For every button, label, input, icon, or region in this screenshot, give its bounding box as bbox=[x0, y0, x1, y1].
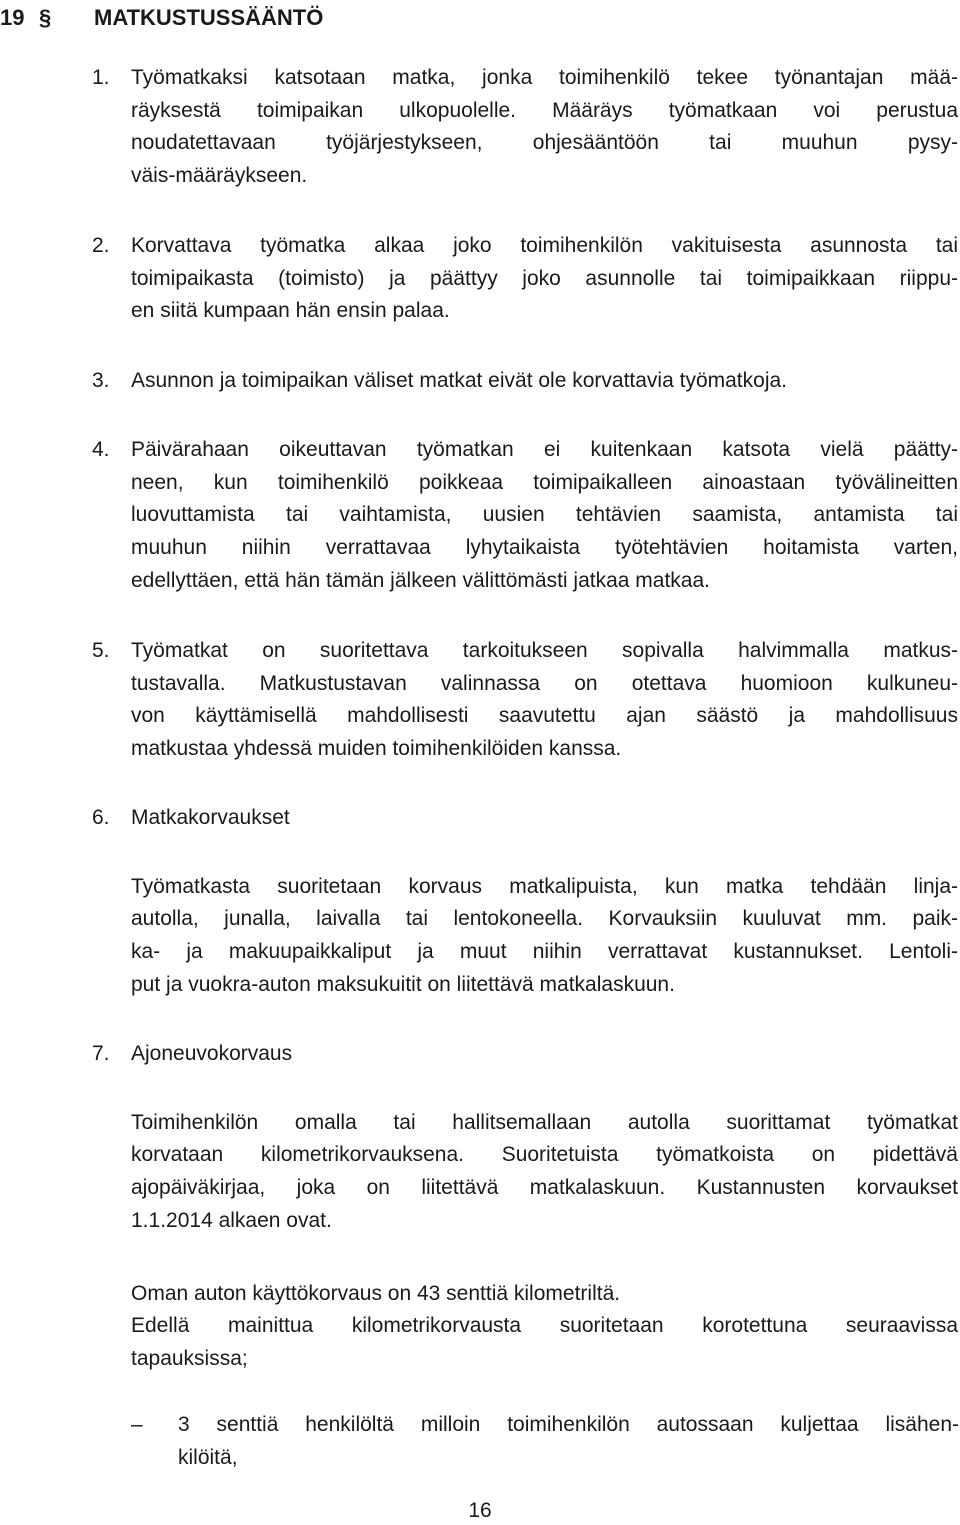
item-7 bbox=[92, 1038, 958, 1376]
text-line: put ja vuokra-auton maksukuitit on liitettävä matkalaskuun. bbox=[131, 972, 675, 996]
text-line: autolla, junalla, laivalla tai lentokoneella. Korvauksiin kuuluvat mm. paik- bbox=[131, 907, 958, 931]
text-line: ajopäiväkirjaa, joka on liitettävä matkalaskuun. Kustannusten korvaukset bbox=[131, 1176, 958, 1200]
text-line: Toimihenkilön omalla tai hallitsemallaan autolla suorittamat työmatkat bbox=[131, 1110, 958, 1134]
text-line: Oman auton käyttökorvaus on 43 senttiä kilometriltä. bbox=[131, 1281, 621, 1305]
item-title bbox=[131, 1038, 958, 1071]
dash-bullet: – bbox=[131, 1413, 143, 1436]
text-line: räyksestä toimipaikan ulkopuolelle. Määräys työmatkaan voi perustua bbox=[131, 98, 958, 122]
section-title: MATKUSTUSSÄÄNTÖ bbox=[94, 5, 324, 30]
text-line: Asunnon ja toimipaikan väliset matkat eivät ole korvattavia työmatkoja. bbox=[131, 369, 787, 392]
item-title bbox=[131, 802, 958, 835]
text-line: tapauksissa; bbox=[131, 1346, 248, 1370]
text-line: kilöitä, bbox=[178, 1445, 238, 1469]
text-line: 3 senttiä henkilöltä milloin toimihenkilön autossaan kuljettaa lisähen- bbox=[178, 1413, 959, 1436]
text-line: väis-määräykseen. bbox=[131, 164, 308, 188]
text-line: noudatettavaan työjärjestykseen, ohjesääntöön tai muuhun pysy- bbox=[131, 131, 958, 155]
subsection-title: Ajoneuvokorvaus bbox=[131, 1042, 293, 1065]
text-line: toimipaikasta (toimisto) ja päättyy joko asunnolle tai toimipaikkaan riippu- bbox=[131, 266, 958, 290]
item-5 bbox=[92, 635, 958, 766]
text-line: edellyttäen, että hän tämän jälkeen välittömästi jatkaa matkaa. bbox=[131, 568, 710, 592]
text-line: Työmatkaksi katsotaan matka, jonka toimihenkilö tekee työnantajan mää- bbox=[131, 66, 958, 89]
text-line: korvataan kilometrikorvauksena. Suoritetuista työmatkoista on pidettävä bbox=[131, 1143, 958, 1167]
text-line: Työmatkasta suoritetaan korvaus matkalipuista, kun matka tehdään linja- bbox=[131, 874, 958, 898]
item-paragraph bbox=[131, 1107, 958, 1238]
bullet-item bbox=[131, 1409, 959, 1474]
section-number: 19 bbox=[0, 5, 25, 30]
item-number: 3. bbox=[92, 369, 110, 392]
text-line: 1.1.2014 alkaen ovat. bbox=[131, 1208, 332, 1232]
text-line: ka- ja makuupaikkaliput ja muut niihin verrattavat kustannukset. Lentoli- bbox=[131, 940, 958, 964]
text-line: neen, kun toimihenkilö poikkeaa toimipaikalleen ainoastaan työvälineitten bbox=[131, 470, 958, 494]
item-4 bbox=[92, 434, 958, 598]
text-line: en siitä kumpaan hän ensin palaa. bbox=[131, 299, 450, 323]
page-number: 16 bbox=[468, 1499, 492, 1522]
text-line: Korvattava työmatka alkaa joko toimihenkilön vakituisesta asunnosta tai bbox=[131, 234, 958, 257]
item-paragraph bbox=[131, 871, 958, 1002]
item-3 bbox=[92, 365, 958, 398]
text-line: matkustaa yhdessä muiden toimihenkilöiden kanssa. bbox=[131, 737, 622, 761]
item-number: 5. bbox=[92, 639, 110, 662]
item-paragraph bbox=[131, 365, 958, 398]
item-number: 7. bbox=[92, 1042, 110, 1065]
text-line: luovuttamista tai vaihtamista, uusien tehtävien saamista, antamista tai bbox=[131, 503, 958, 527]
text-line: Edellä mainittua kilometrikorvausta suoritetaan korotettuna seuraavissa bbox=[131, 1314, 958, 1338]
item-number: 6. bbox=[92, 806, 110, 829]
item-paragraph bbox=[131, 434, 958, 598]
text-line: von käyttämisellä mahdollisesti saavutettu ajan säästö ja mahdollisuus bbox=[131, 704, 958, 728]
item-6 bbox=[92, 802, 958, 1002]
bullet-paragraph bbox=[178, 1409, 959, 1474]
item-paragraph bbox=[131, 1278, 958, 1376]
item-paragraph bbox=[131, 230, 958, 328]
item-paragraph bbox=[131, 635, 958, 766]
text-line: Työmatkat on suoritettava tarkoitukseen sopivalla halvimmalla matkus- bbox=[131, 639, 958, 662]
item-number: 4. bbox=[92, 438, 110, 461]
text-line: tustavalla. Matkustustavan valinnassa on otettava huomioon kulkuneu- bbox=[131, 671, 958, 695]
section-sign: § bbox=[39, 5, 52, 30]
item-1 bbox=[92, 62, 958, 193]
subsection-title: Matkakorvaukset bbox=[131, 806, 290, 829]
item-2 bbox=[92, 230, 958, 328]
item-paragraph bbox=[131, 62, 958, 193]
text-line: muuhun niihin verrattavaa lyhytaikaista työtehtävien hoitamista varten, bbox=[131, 536, 958, 560]
item-number: 2. bbox=[92, 234, 110, 257]
text-line: Päivärahaan oikeuttavan työmatkan ei kuitenkaan katsota vielä päätty- bbox=[131, 438, 958, 461]
item-number: 1. bbox=[92, 66, 110, 89]
